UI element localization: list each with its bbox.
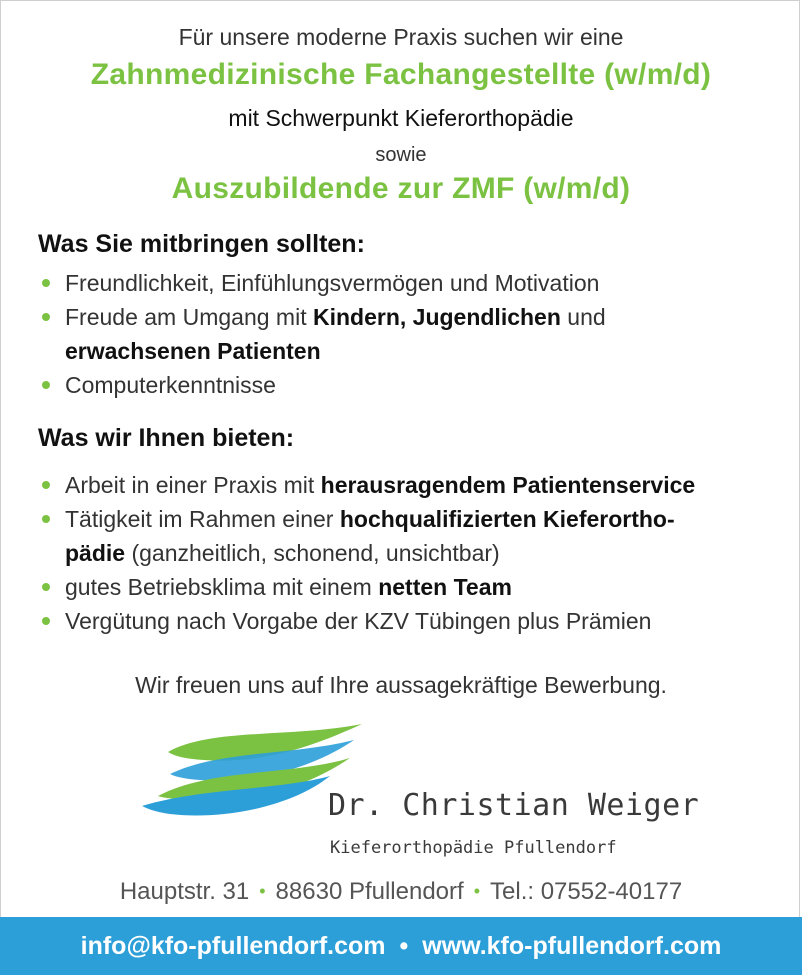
position-title-2: Auszubildende zur ZMF (w/m/d) bbox=[171, 172, 631, 205]
offer-text: (ganzheitlich, schonend, unsichtbar) bbox=[125, 540, 500, 566]
requirement-text: und bbox=[560, 304, 606, 330]
list-item bbox=[38, 604, 798, 638]
requirement-text: Freude am Umgang mit bbox=[65, 304, 313, 330]
requirement-text: Freundlichkeit, Einfühlungsvermögen und Motivation bbox=[65, 270, 600, 296]
list-item bbox=[38, 468, 798, 502]
address-city: 88630 Pfullendorf bbox=[275, 878, 464, 905]
requirement-highlight: erwachsenen Patienten bbox=[65, 338, 321, 364]
bullet-icon bbox=[42, 583, 50, 591]
list-item bbox=[38, 266, 798, 300]
offer-text: gutes Betriebsklima mit einem bbox=[65, 574, 379, 600]
offer-text: Tätigkeit im Rahmen einer bbox=[65, 506, 340, 532]
conjunction-text: sowie bbox=[375, 144, 427, 166]
contact-footer bbox=[0, 917, 802, 975]
bullet-icon bbox=[42, 481, 50, 489]
list-item bbox=[38, 368, 798, 402]
bullet-icon bbox=[42, 617, 50, 625]
list-item bbox=[38, 300, 798, 368]
offer-highlight: hochqualifizierten Kieferortho- bbox=[339, 506, 675, 532]
requirements-list bbox=[38, 266, 798, 402]
closing-text: Wir freuen uns auf Ihre aussagekräftige Bewerbung. bbox=[135, 672, 667, 698]
intro-text: Für unsere moderne Praxis suchen wir eine bbox=[178, 24, 624, 50]
address-phone: Tel.: 07552-40177 bbox=[490, 878, 683, 905]
website-link[interactable]: www.kfo-pfullendorf.com bbox=[422, 932, 722, 960]
email-link[interactable]: info@kfo-pfullendorf.com bbox=[80, 932, 386, 960]
separator-icon: • bbox=[399, 932, 409, 960]
address-street: Hauptstr. 31 bbox=[119, 878, 250, 905]
separator-icon: • bbox=[473, 881, 481, 901]
position-title-1: Zahnmedizinische Fachangestellte (w/m/d) bbox=[90, 58, 712, 91]
offer-highlight: herausragendem Patientenservice bbox=[320, 472, 696, 498]
requirements-heading: Was Sie mitbringen sollten: bbox=[38, 230, 365, 258]
bullet-icon bbox=[42, 515, 50, 523]
address-line bbox=[0, 878, 802, 906]
offers-heading: Was wir Ihnen bieten: bbox=[38, 424, 295, 452]
bullet-icon bbox=[42, 279, 50, 287]
bullet-icon bbox=[42, 313, 50, 321]
bullet-icon bbox=[42, 381, 50, 389]
list-item bbox=[38, 570, 798, 604]
offer-highlight: pädie bbox=[65, 540, 126, 566]
doctor-name: Dr. Christian Weiger bbox=[328, 788, 700, 823]
list-item bbox=[38, 502, 798, 570]
offers-list bbox=[38, 468, 798, 638]
offer-text: Vergütung nach Vorgabe der KZV Tübingen plus Prämien bbox=[65, 608, 652, 634]
separator-icon: • bbox=[259, 881, 266, 901]
requirement-highlight: Kindern, Jugendlichen bbox=[312, 304, 561, 330]
position-focus: mit Schwerpunkt Kieferorthopädie bbox=[228, 105, 574, 131]
requirement-text: Computerkenntnisse bbox=[65, 372, 276, 398]
offer-text: Arbeit in einer Praxis mit bbox=[65, 472, 321, 498]
practice-name: Kieferorthopädie Pfullendorf bbox=[330, 838, 617, 858]
offer-highlight: netten Team bbox=[378, 574, 512, 600]
